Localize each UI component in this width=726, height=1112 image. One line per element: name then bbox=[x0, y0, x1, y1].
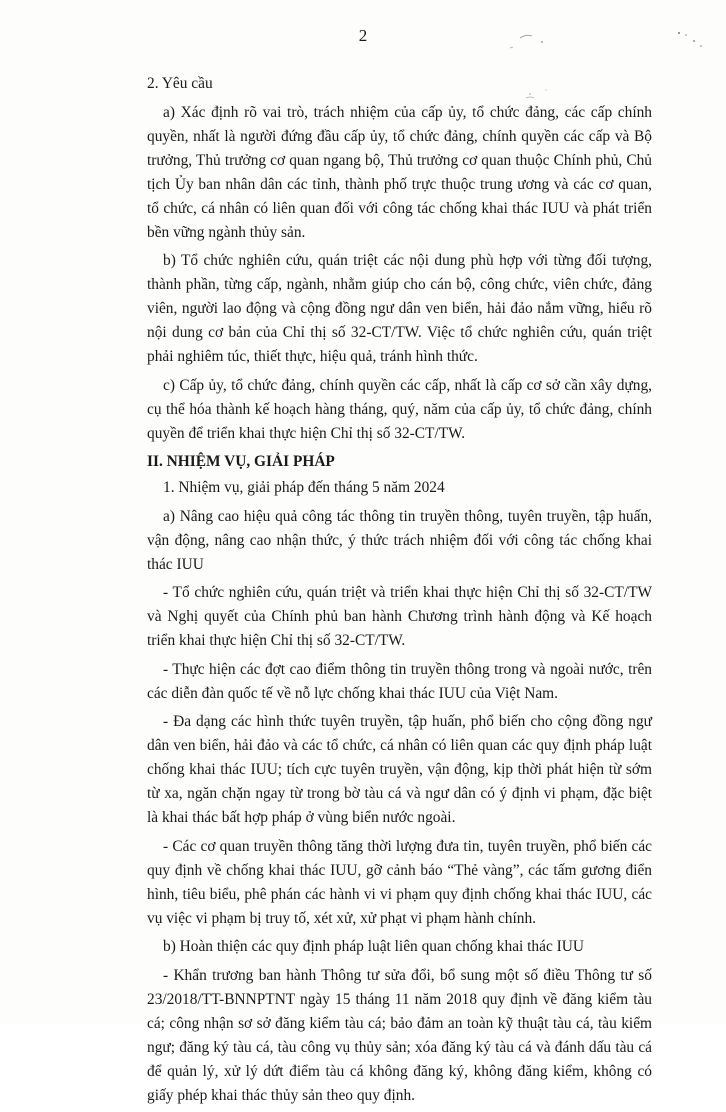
task-a-bullet: - Các cơ quan truyền thông tăng thời lượng đưa tin, tuyên truyền, phổ biến các quy định về chống khai thác IUU, gỡ cảnh báo “Thẻ vàng”, các tấm gương điển hình, tiêu biểu, phê phán các hành vi vi phạm quy định chống khai thác IUU, các vụ việc vi phạm bị truy tố, xét xử, xử phạt vi phạm hành chính. bbox=[147, 837, 652, 927]
page-number: 2 bbox=[358, 26, 368, 45]
requirement-item-c: c) Cấp ủy, tổ chức đảng, chính quyền các cấp, nhất là cấp cơ sở cần xây dựng, cụ thể hóa thành kế hoạch hàng tháng, quý, năm của cấp ủy, tổ chức đảng, chính quyền để triển khai thực hiện Chỉ thị số 32-CT/TW. bbox=[147, 376, 652, 442]
task-item-b: b) Hoàn thiện các quy định pháp luật liên quan chống khai thác IUU bbox=[163, 938, 584, 955]
requirements-heading: 2. Yêu cầu bbox=[147, 75, 213, 92]
task-a-bullet: - Thực hiện các đợt cao điểm thông tin truyền thông trong và ngoài nước, trên các diễn đàn quốc tế về nỗ lực chống khai thác IUU của Việt Nam. bbox=[147, 660, 652, 702]
task-b-bullet: - Khẩn trương ban hành Thông tư sửa đổi, bổ sung một số điều Thông tư số 23/2018/TT-BNNPTNT ngày 15 tháng 11 năm 2018 quy định về đăng kiểm tàu cá; công nhận sơ sở đăng kiểm tàu cá; bảo đảm an toàn kỹ thuật tàu cá, tàu kiểm ngư; đăng ký tàu cá, tàu công vụ thủy sản; xóa đăng ký tàu cá và đánh dấu tàu cá để quản lý, xử lý dứt điểm tàu cá không đăng ký, không đăng kiểm, không có giấy phép khai thác thủy sản theo quy định. bbox=[147, 966, 652, 1104]
requirement-item-b: b) Tổ chức nghiên cứu, quán triệt các nội dung phù hợp với từng đối tượng, thành phần, từng cấp, ngành, nhằm giúp cho cán bộ, công chức, viên chức, đảng viên, người lao động và cộng đồng ngư dân ven biển, hải đảo nắm vững, hiểu rõ nội dung cơ bản của Chỉ thị số 32-CT/TW. Việc tổ chức nghiên cứu, quán triệt phải nghiêm túc, thiết thực, hiệu quả, tránh hình thức. bbox=[147, 252, 652, 365]
section-heading-tasks: II. NHIỆM VỤ, GIẢI PHÁP bbox=[147, 453, 335, 470]
document-body bbox=[147, 72, 652, 1112]
tasks-subheading: 1. Nhiệm vụ, giải pháp đến tháng 5 năm 2024 bbox=[163, 479, 445, 496]
requirement-item-a: a) Xác định rõ vai trò, trách nhiệm của cấp ủy, tổ chức đảng, các cấp chính quyền, nhất là người đứng đầu cấp ủy, tổ chức đảng, chính quyền các cấp và Bộ trưởng, Thủ trưởng cơ quan ngang bộ, Thủ trưởng cơ quan thuộc Chính phủ, Chủ tịch Ủy ban nhân dân các tỉnh, thành phố trực thuộc trung ương và các cơ quan, tổ chức, cá nhân có liên quan đối với công tác chống khai thác IUU và phát triển bền vững ngành thủy sản. bbox=[147, 103, 652, 241]
task-item-a: a) Nâng cao hiệu quả công tác thông tin truyền thông, tuyên truyền, tập huấn, vận động, nâng cao nhận thức, ý thức trách nhiệm đối với công tác chống khai thác IUU bbox=[147, 507, 652, 573]
task-a-bullet: - Tổ chức nghiên cứu, quán triệt và triển khai thực hiện Chỉ thị số 32-CT/TW và Nghị quyết của Chính phủ ban hành Chương trình hành động và Kế hoạch triển khai thực hiện Chỉ thị số 32-CT/TW. bbox=[147, 584, 652, 649]
task-a-bullet: - Đa dạng các hình thức tuyên truyền, tập huấn, phổ biến cho cộng đồng ngư dân ven biển, hải đảo và các tổ chức, cá nhân có liên quan các quy định pháp luật chống khai thác IUU; tích cực tuyên truyền, vận động, kịp thời phát hiện từ sớm từ xa, ngăn chặn ngay từ trong bờ tàu cá và ngư dân có ý định vi phạm, đặc biệt là khai thác bất hợp pháp ở vùng biển nước ngoài. bbox=[147, 713, 652, 826]
